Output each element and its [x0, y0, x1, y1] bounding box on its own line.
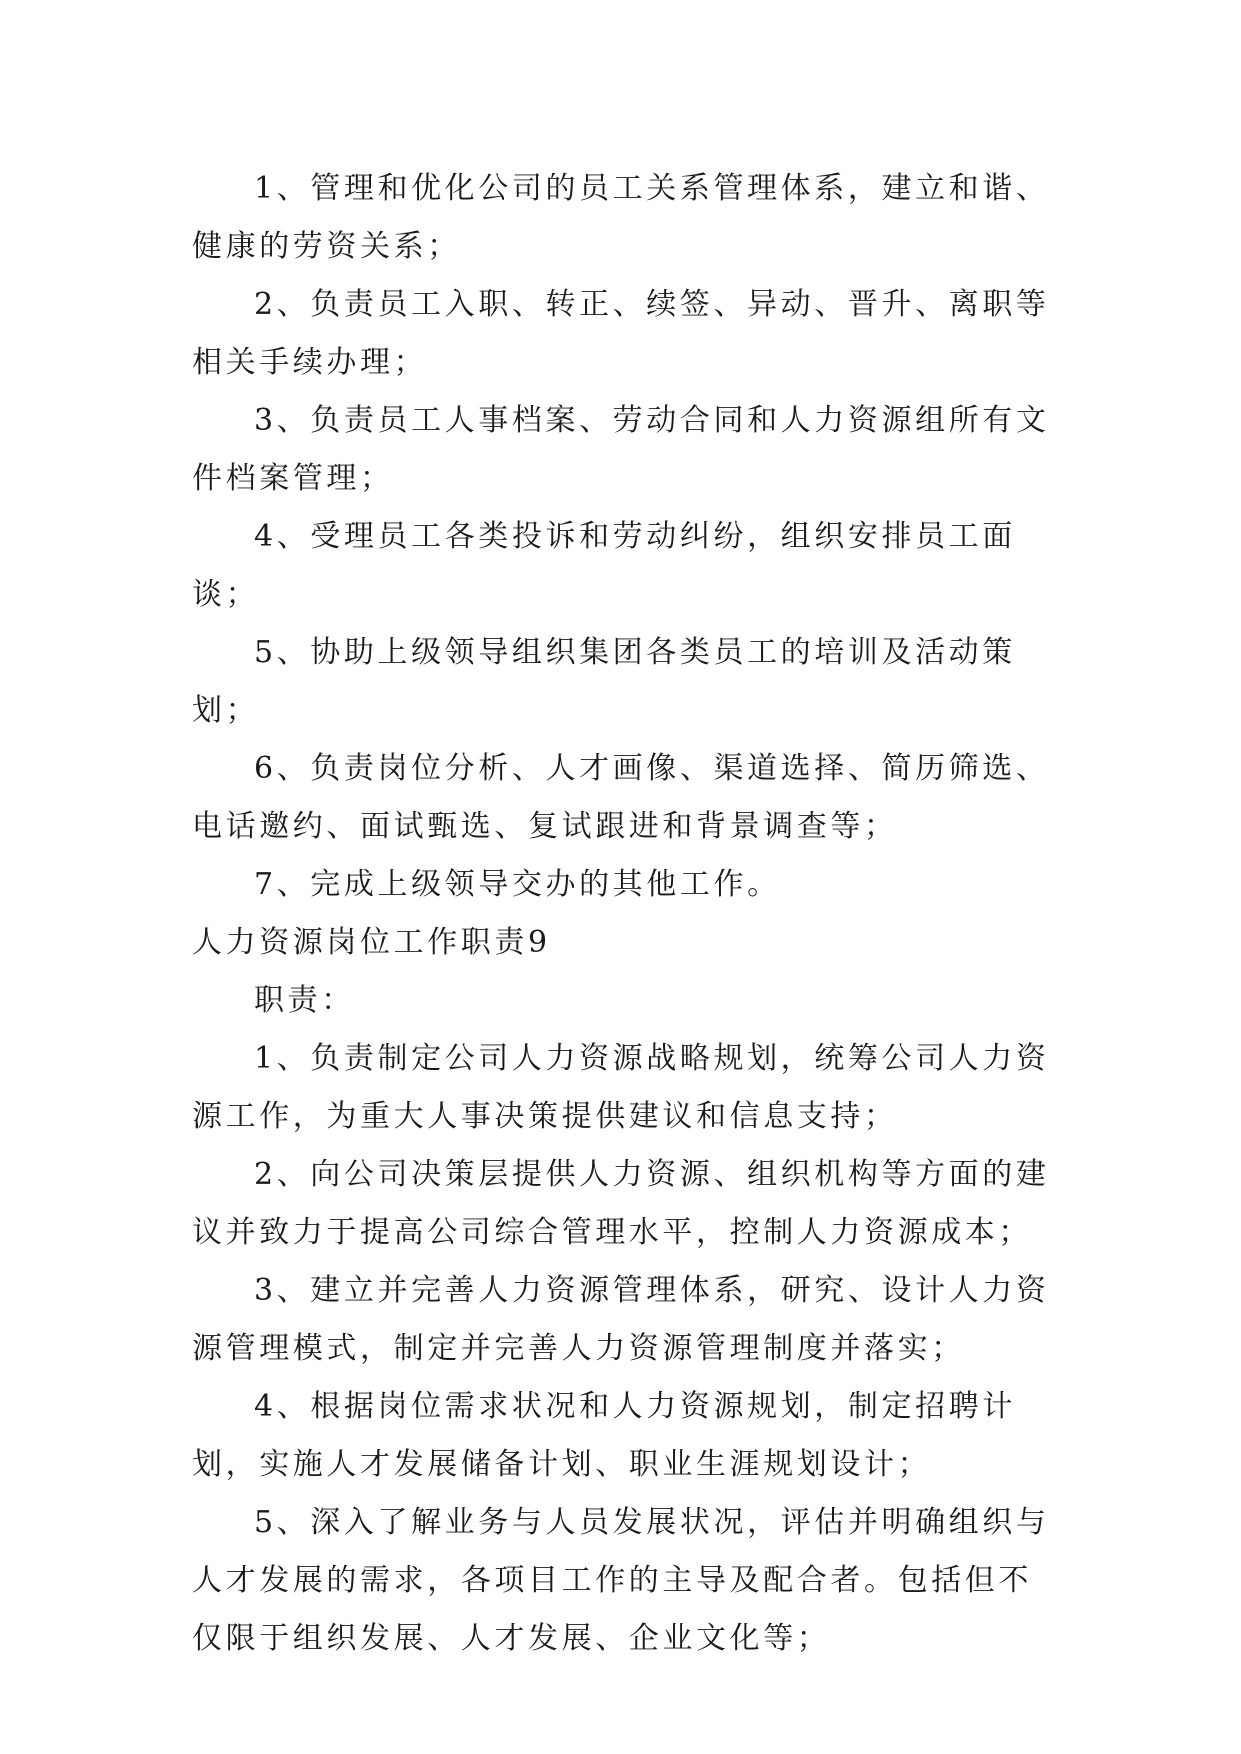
- document-page: [192, 160, 1062, 1668]
- duty-item: 1、负责制定公司人力资源战略规划，统筹公司人力资源工作，为重大人事决策提供建议和信息支持；: [192, 1041, 1050, 1134]
- duty-item: 7、完成上级领导交办的其他工作。: [254, 867, 781, 902]
- duty-item: 3、负责员工人事档案、劳动合同和人力资源组所有文件档案管理；: [192, 403, 1050, 496]
- duty-item: 2、负责员工入职、转正、续签、异动、晋升、离职等相关手续办理；: [192, 287, 1050, 380]
- duty-item: 4、根据岗位需求状况和人力资源规划，制定招聘计划，实施人才发展储备计划、职业生涯规划设计；: [192, 1389, 1016, 1482]
- section-title: 人力资源岗位工作职责9: [192, 925, 551, 960]
- duty-item: 2、向公司决策层提供人力资源、组织机构等方面的建议并致力于提高公司综合管理水平，控制人力资源成本；: [192, 1157, 1050, 1250]
- duty-item: 6、负责岗位分析、人才画像、渠道选择、简历筛选、电话邀约、面试甄选、复试跟进和背景调查等；: [192, 751, 1050, 844]
- section-subtitle: 职责：: [254, 983, 355, 1018]
- duty-item: 3、建立并完善人力资源管理体系，研究、设计人力资源管理模式，制定并完善人力资源管理制度并落实；: [192, 1273, 1050, 1366]
- duty-item: 1、管理和优化公司的员工关系管理体系，建立和谐、健康的劳资关系；: [192, 171, 1050, 264]
- duty-item: 5、协助上级领导组织集团各类员工的培训及活动策划；: [192, 635, 1016, 728]
- duty-item: 4、受理员工各类投诉和劳动纠纷，组织安排员工面谈；: [192, 519, 1016, 612]
- duty-item: 5、深入了解业务与人员发展状况，评估并明确组织与人才发展的需求，各项目工作的主导及配合者。包括但不仅限于组织发展、人才发展、企业文化等；: [192, 1505, 1050, 1656]
